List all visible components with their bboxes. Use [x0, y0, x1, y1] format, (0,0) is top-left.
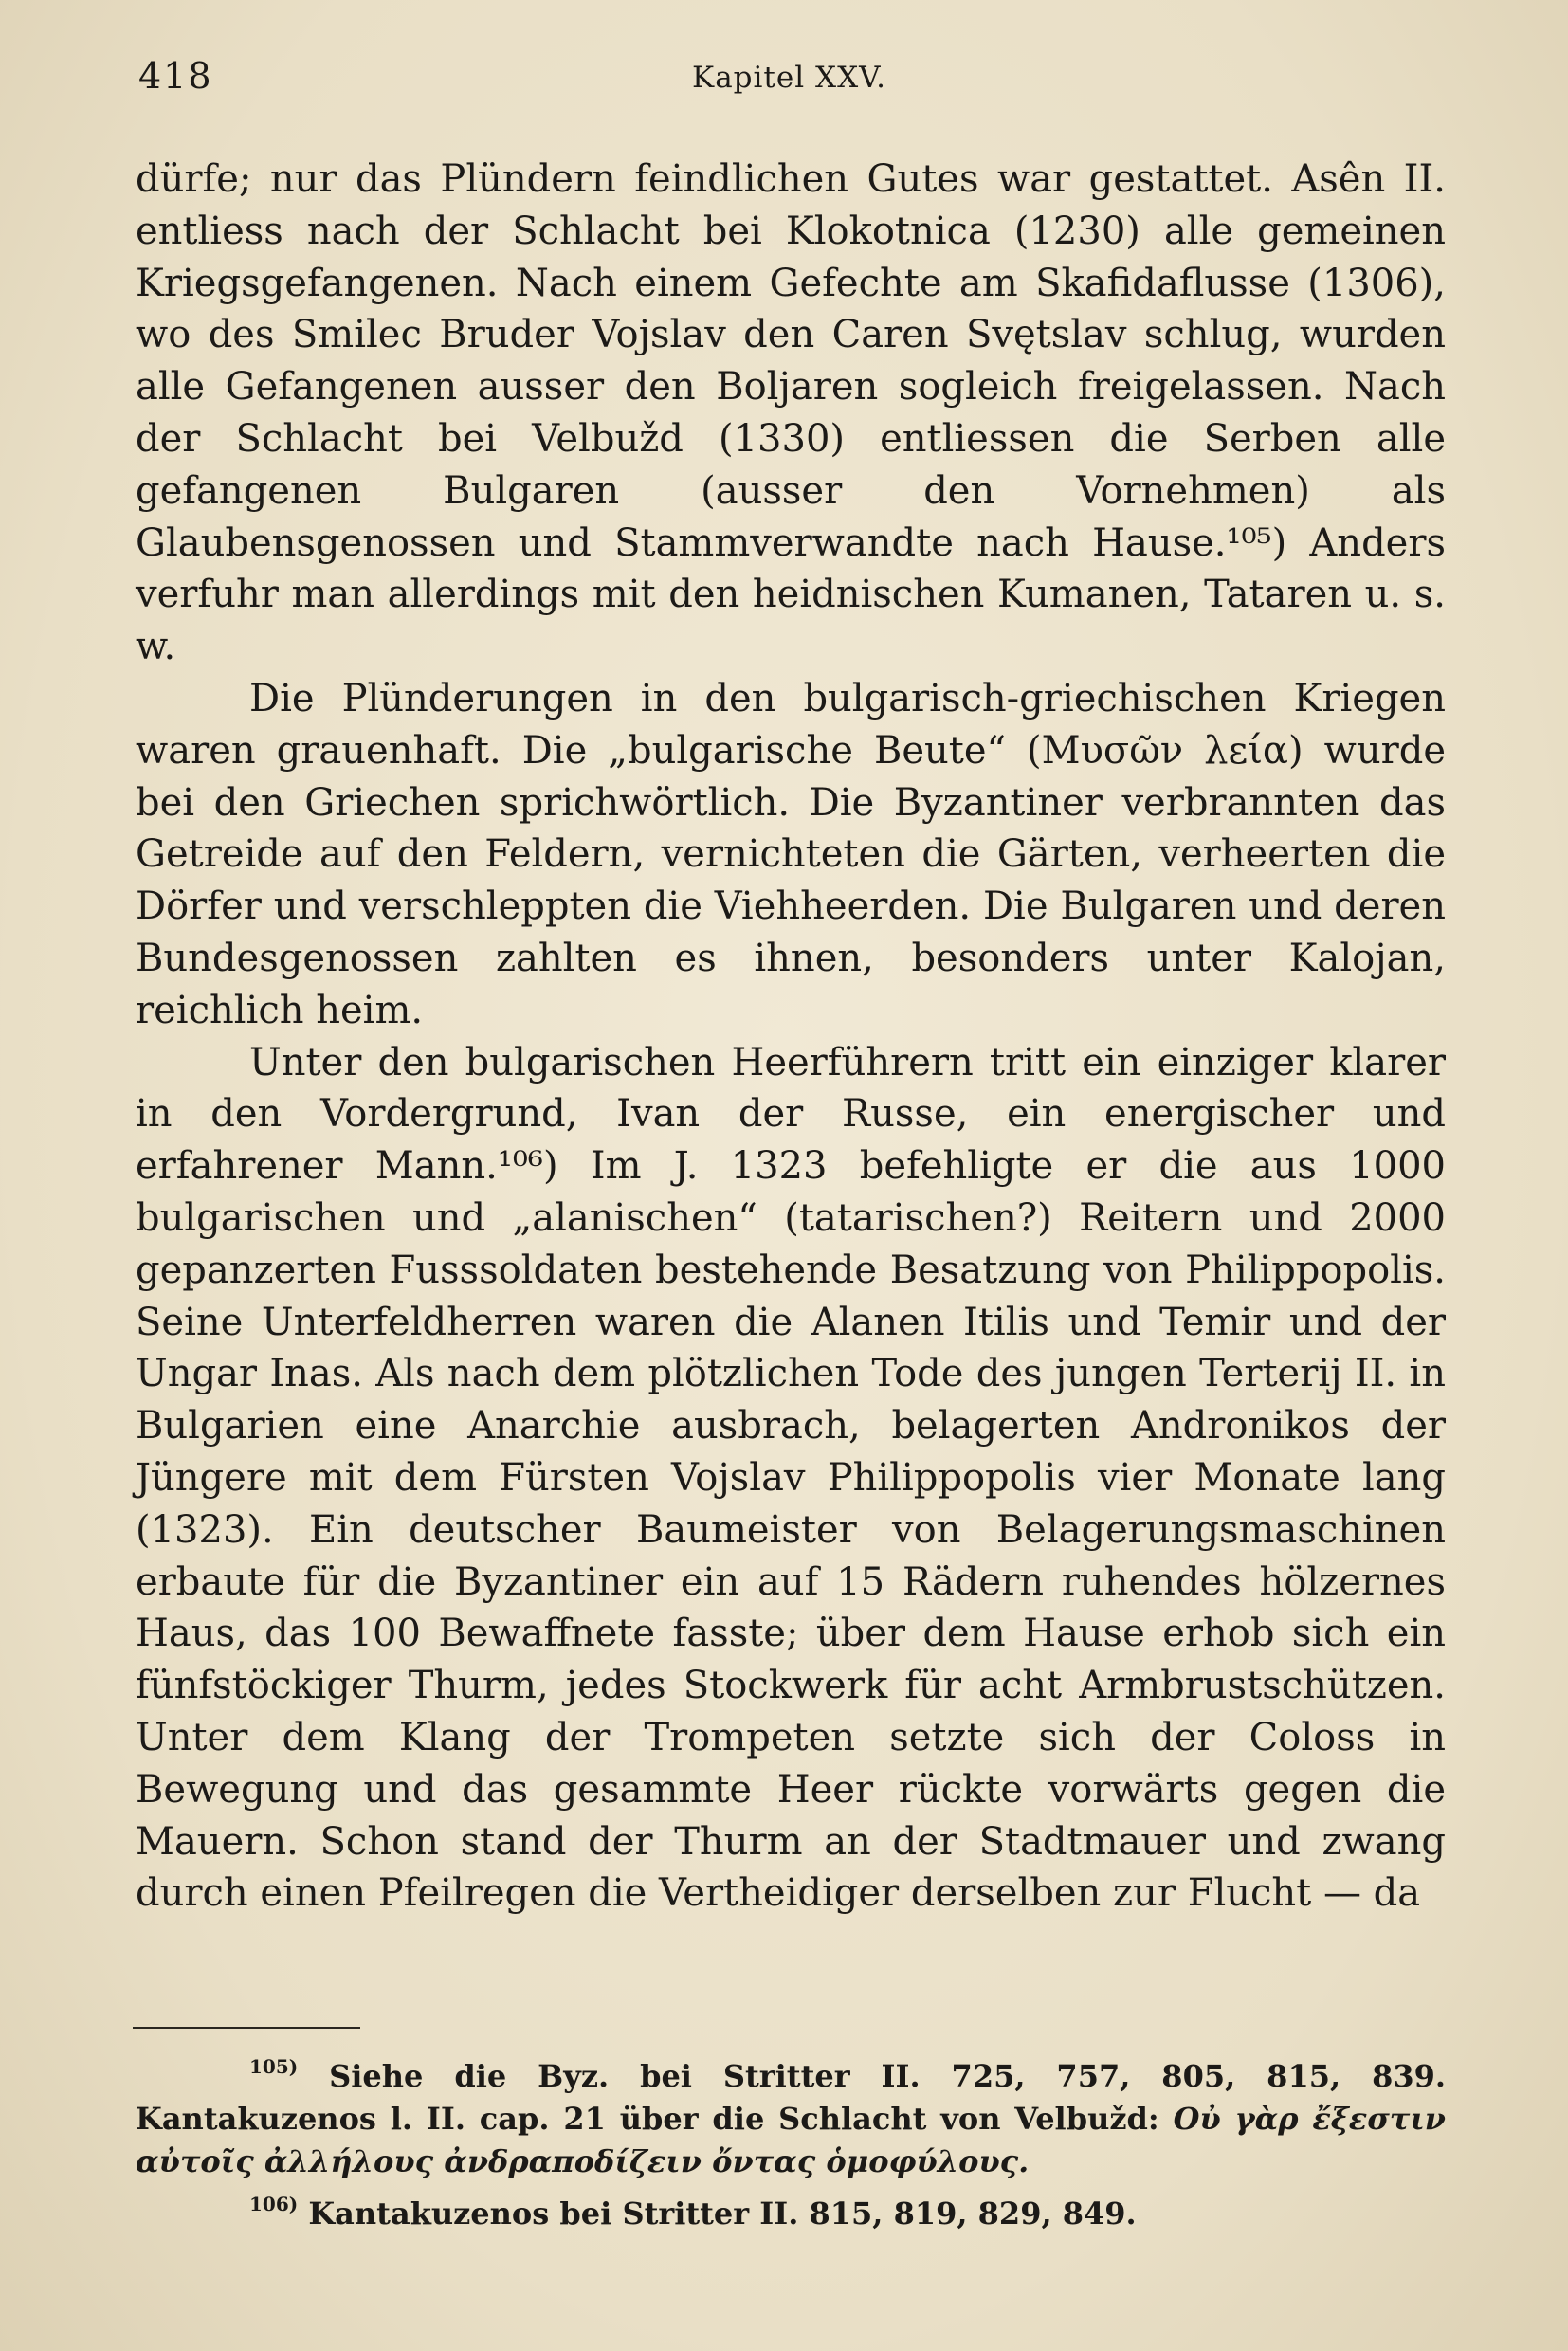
footnote-text: Kantakuzenos bei Stritter II. 815, 819, 829, 849.: [298, 2196, 1137, 2232]
paragraph-ivan-der-russe: Unter den bulgarischen Heerführern tritt ein einziger klarer in den Vordergrund, Ivan der Russe, ein energischer und erfahrener Mann.¹⁰⁶) Im J. 1323 befehligte er die aus 1000 bulgarischen und „alanischen“ (tatarischen?) Reitern und 2000 gepanzerten Fusssoldaten bestehende Besatzung von Philippopolis. Seine Unterfeldherren waren die Alanen Itilis und Temir und der Ungar Inas. Als nach dem plötzlichen Tode des jungen Terterij II. in Bulgarien eine Anarchie ausbrach, belagerten Andronikos der Jüngere mit dem Fürsten Vojslav Philippopolis vier Monate lang (1323). Ein deutscher Baumeister von Belagerungsmaschinen erbaute für die Byzantiner ein auf 15 Rädern ruhendes hölzernes Haus, das 100 Bewaffnete fasste; über dem Hause erhob sich ein fünfstöckiger Thurm, jedes Stockwerk für acht Armbrustschützen. Unter dem Klang der Trompeten setzte sich der Coloss in Bewegung und das gesammte Heer rückte vorwärts gegen die Mauern. Schon stand der Thurm an der Stadtmauer und zwang durch einen Pfeilregen die Vertheidiger derselben zur Flucht — da: [136, 1040, 1446, 1916]
footnote-text: Siehe die Byz. bei Stritter II. 725, 757, 805, 815, 839. Kantakuzenos l. II. cap. 21 über die Schlacht von Velbužd:: [136, 2058, 1446, 2137]
footnote-105: [136, 2046, 1446, 2183]
paragraph-continuation: dürfe; nur das Plündern feindlichen Gutes war gestattet. Asên II. entliess nach der Schlacht bei Klokotnica (1230) alle gemeinen Kriegsgefangenen. Nach einem Gefechte am Skafidaflusse (1306), wo des Smilec Bruder Vojslav den Caren Svętslav schlug, wurden alle Gefangenen ausser den Boljaren sogleich freigelassen. Nach der Schlacht bei Velbužd (1330) entliessen die Serben alle gefangenen Bulgaren (ausser den Vornehmen) als Glaubensgenossen und Stammverwandte nach Hause.¹⁰⁵) Anders verfuhr man allerdings mit den heidnischen Kumanen, Tataren u. s. w.: [136, 157, 1446, 669]
footnote-106: [136, 2183, 1446, 2235]
footnote-marker: 105): [249, 2055, 299, 2078]
body-text: [136, 154, 1446, 1920]
running-head: [133, 55, 1446, 112]
footnotes: [136, 2046, 1446, 2235]
chapter-title: Kapitel XXV.: [692, 61, 886, 95]
footnote-greek-quote: Οὐ γὰρ ἔξεστιν αὐτοῖς ἀλλήλους ἀνδραποδίζειν ὄντας ὁμοφύλους.: [136, 2101, 1447, 2179]
footnote-rule: [133, 2027, 360, 2029]
footnote-marker: 106): [249, 2193, 299, 2215]
page-number: 418: [138, 55, 213, 97]
paragraph-pillage: Die Plünderungen in den bulgarisch-griechischen Kriegen waren grauenhaft. Die „bulgarische Beute“ (Μυσῶν λεία) wurde bei den Griechen sprichwörtlich. Die Byzantiner verbrannten das Getreide auf den Feldern, vernichteten die Gärten, verheerten die Dörfer und verschleppten die Viehheerden. Die Bulgaren und deren Bundesgenossen zahlten es ihnen, besonders unter Kalojan, reichlich heim.: [136, 676, 1446, 1032]
